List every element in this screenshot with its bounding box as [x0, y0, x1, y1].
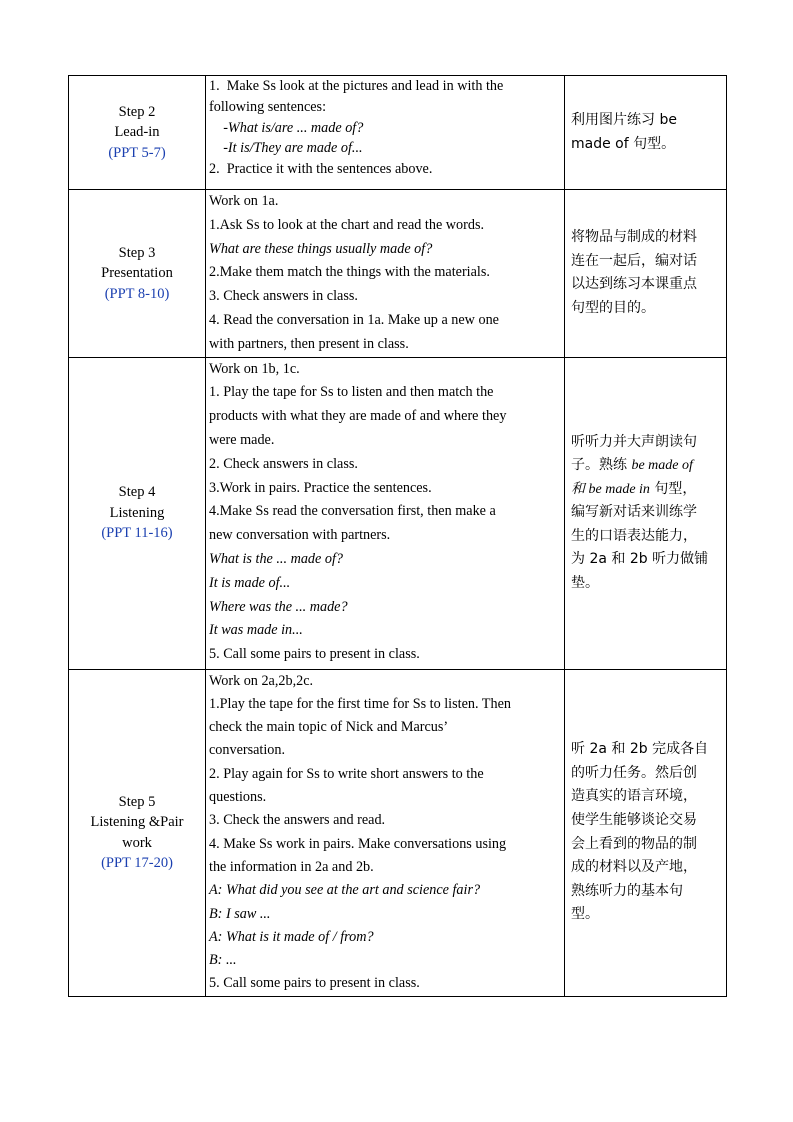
- intent-line: 型。: [571, 906, 599, 923]
- intent-line: 连在一起后，编对话: [571, 252, 697, 269]
- step-label: Step 2: [118, 103, 156, 120]
- step-name-line: Listening &Pair: [90, 814, 184, 831]
- step-row: [69, 190, 727, 358]
- procedure-line: Work on 2a,2b,2c.: [209, 672, 314, 689]
- ppt-range: (PPT 8-10): [104, 285, 170, 302]
- procedure-line: 3. Check answers in class.: [209, 288, 358, 305]
- procedure-line: Work on 1a.: [209, 193, 279, 209]
- procedure-line: -It is/They are made of...: [209, 140, 363, 157]
- intent-line: 为 2a 和 2b 听力做铺: [571, 551, 709, 568]
- intent-line: 句型的目的。: [571, 299, 655, 316]
- intent-line: 将物品与制成的材料: [571, 229, 697, 246]
- step-name: Listening: [109, 504, 165, 521]
- procedure-line: It is made of...: [209, 574, 291, 591]
- step-name: Presentation: [101, 265, 173, 282]
- step-row: [69, 357, 727, 669]
- intent-line: 以达到练习本课重点: [571, 276, 697, 293]
- procedure-line: products with what they are made of and where they: [209, 408, 507, 425]
- intent-line: 编写新对话来训练学: [571, 504, 697, 521]
- procedure-line: 3.Work in pairs. Practice the sentences.: [209, 479, 432, 496]
- intent-line: 使学生能够谈论交易: [571, 812, 697, 829]
- procedure-line: What are these things usually made of?: [209, 240, 433, 257]
- procedure-line: It was made in...: [209, 622, 303, 639]
- design-intent-cell: [565, 669, 727, 996]
- intent-line: 利用图片练习 be: [571, 111, 677, 128]
- procedure-line: with partners, then present in class.: [209, 335, 409, 352]
- procedure-cell: [206, 669, 565, 996]
- procedure-line: Where was the ... made?: [209, 598, 348, 615]
- procedure-line: 2. Check answers in class.: [209, 455, 358, 472]
- step-row: [69, 669, 727, 996]
- procedure-line: conversation.: [209, 742, 286, 759]
- ppt-range: (PPT 5-7): [108, 144, 166, 161]
- design-intent-cell: [565, 76, 727, 190]
- procedure-line: A: What did you see at the art and science fair?: [209, 882, 481, 899]
- step-cell: [69, 669, 206, 996]
- procedure-line: 2. Practice it with the sentences above.: [209, 161, 433, 178]
- step-cell: [69, 357, 206, 669]
- step-cell: [69, 76, 206, 190]
- design-intent-cell: [565, 190, 727, 358]
- lesson-plan-body: [69, 76, 727, 997]
- step-label: Step 4: [118, 484, 156, 501]
- procedure-cell: [206, 190, 565, 358]
- intent-line: 会上看到的物品的制: [571, 835, 697, 852]
- procedure-line: 1. Make Ss look at the pictures and lead in with the: [209, 78, 504, 94]
- intent-line: 垫。: [571, 575, 599, 592]
- procedure-line: 3. Check the answers and read.: [209, 812, 386, 829]
- intent-line: 造真实的语言环境，: [571, 788, 697, 805]
- lesson-plan-table: [68, 75, 727, 997]
- intent-line: made of 句型。: [571, 135, 676, 152]
- procedure-line: 2.Make them match the things with the materials.: [209, 264, 490, 281]
- intent-line: 熟练听力的基本句: [571, 882, 683, 899]
- procedure-line: -What is/are ... made of?: [209, 119, 364, 136]
- procedure-line: check the main topic of Nick and Marcus’: [209, 719, 449, 736]
- procedure-line: 1.Play the tape for the first time for Ss to listen. Then: [209, 695, 511, 712]
- intent-line: 和 be made in 句型，: [571, 480, 697, 497]
- procedure-line: B: I saw ...: [209, 905, 271, 922]
- procedure-line: 1.Ask Ss to look at the chart and read the words.: [209, 216, 485, 233]
- step-name-line: work: [122, 834, 152, 851]
- procedure-line: 4. Make Ss work in pairs. Make conversations using: [209, 835, 507, 852]
- step-label: Step 5: [118, 793, 156, 810]
- intent-line: 生的口语表达能力，: [571, 527, 697, 544]
- intent-line: 子。熟练 be made of: [571, 457, 693, 474]
- procedure-line: 1. Play the tape for Ss to listen and then match the: [209, 384, 494, 401]
- intent-line: 成的材料以及产地，: [571, 859, 697, 876]
- step-row: [69, 76, 727, 190]
- ppt-range: (PPT 11-16): [101, 525, 173, 542]
- procedure-line: new conversation with partners.: [209, 527, 391, 544]
- step-label: Step 3: [118, 244, 156, 261]
- procedure-line: 4. Read the conversation in 1a. Make up a new one: [209, 311, 499, 328]
- procedure-line: were made.: [209, 431, 275, 448]
- procedure-line: 5. Call some pairs to present in class.: [209, 646, 420, 663]
- intent-line: 听 2a 和 2b 完成各自: [571, 741, 709, 758]
- procedure-line: Work on 1b, 1c.: [209, 360, 300, 377]
- procedure-line: 4.Make Ss read the conversation first, then make a: [209, 503, 496, 520]
- procedure-cell: [206, 357, 565, 669]
- procedure-line: 2. Play again for Ss to write short answers to the: [209, 765, 484, 782]
- procedure-line: questions.: [209, 789, 267, 806]
- step-name: Lead-in: [114, 124, 160, 141]
- procedure-line: the information in 2a and 2b.: [209, 858, 374, 875]
- procedure-cell: [206, 76, 565, 190]
- procedure-line: 5. Call some pairs to present in class.: [209, 975, 420, 992]
- design-intent-cell: [565, 357, 727, 669]
- procedure-line: What is the ... made of?: [209, 550, 343, 567]
- intent-line: 听听力并大声朗读句: [571, 433, 697, 450]
- ppt-range: (PPT 17-20): [101, 855, 173, 872]
- procedure-line: following sentences:: [209, 98, 327, 115]
- step-cell: [69, 190, 206, 358]
- step-name: [69, 812, 205, 853]
- procedure-line: B: ...: [209, 952, 237, 969]
- intent-line: 的听力任务。然后创: [571, 764, 697, 781]
- procedure-line: A: What is it made of / from?: [209, 928, 374, 945]
